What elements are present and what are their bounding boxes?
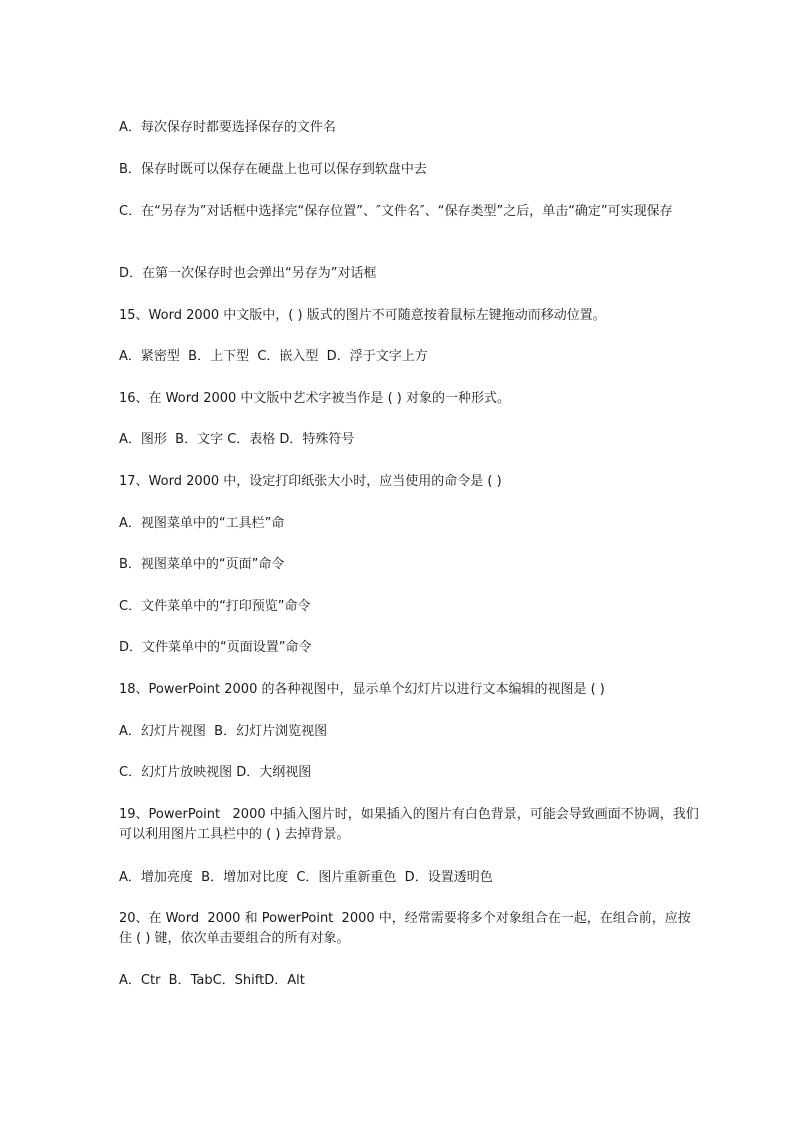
option-a-q14: A．每次保存时都要选择保存的文件名 — [119, 120, 336, 135]
options-q15: A．紧密型 B．上下型 C．嵌入型 D．浮于文字上方 — [119, 349, 428, 364]
options-q16: A．图形 B．文字 C．表格 D．特殊符号 — [119, 432, 355, 447]
option-b-q14: B．保存时既可以保存在硬盘上也可以保存到软盘中去 — [119, 162, 427, 177]
question-20: 20、在 Word 2000 和 PowerPoint 2000 中，经常需要将多个对象组合在一起，在组合前，应按住 ( ) 键，依次单击要组合的所有对象。 — [119, 911, 691, 946]
question-19: 19、PowerPoint 2000 中插入图片时，如果插入的图片有白色背景，可能会导致画面不协调，我们可以利用图片工具栏中的 ( ) 去掉背景。 — [119, 807, 699, 842]
option-a-q17: A．视图菜单中的“工具栏”命 — [119, 516, 285, 531]
question-17: 17、Word 2000 中，设定打印纸张大小时，应当使用的命令是 ( ) — [119, 474, 502, 489]
option-c-q14: C．在“另存为”对话框中选择完“保存位置”、″文件名″、“保存类型”之后，单击“确定”可实现保存 — [119, 204, 673, 219]
option-b-q17: B．视图菜单中的“页面”命令 — [119, 557, 285, 572]
question-16: 16、在 Word 2000 中文版中艺术字被当作是 ( ) 对象的一种形式。 — [119, 391, 510, 406]
option-d-q17: D．文件菜单中的“页面设置”命令 — [119, 640, 312, 655]
options-q19: A．增加亮度 B．增加对比度 C．图片重新重色 D．设置透明色 — [119, 870, 493, 885]
option-c-q17: C．文件菜单中的“打印预览”命令 — [119, 599, 311, 614]
options-cd-q18: C．幻灯片放映视图 D．大纲视图 — [119, 765, 312, 780]
options-ab-q18: A．幻灯片视图 B．幻灯片浏览视图 — [119, 724, 328, 739]
option-d-q14: D．在第一次保存时也会弹出“另存为”对话框 — [119, 266, 377, 281]
question-15: 15、Word 2000 中文版中，( ) 版式的图片不可随意按着鼠标左键拖动而移动位置。 — [119, 308, 606, 323]
question-18: 18、PowerPoint 2000 的各种视图中，显示单个幻灯片以进行文本编辑的视图是 ( ) — [119, 682, 605, 697]
options-q20: A．Ctr B．TabC．ShiftD．Alt — [119, 973, 305, 988]
